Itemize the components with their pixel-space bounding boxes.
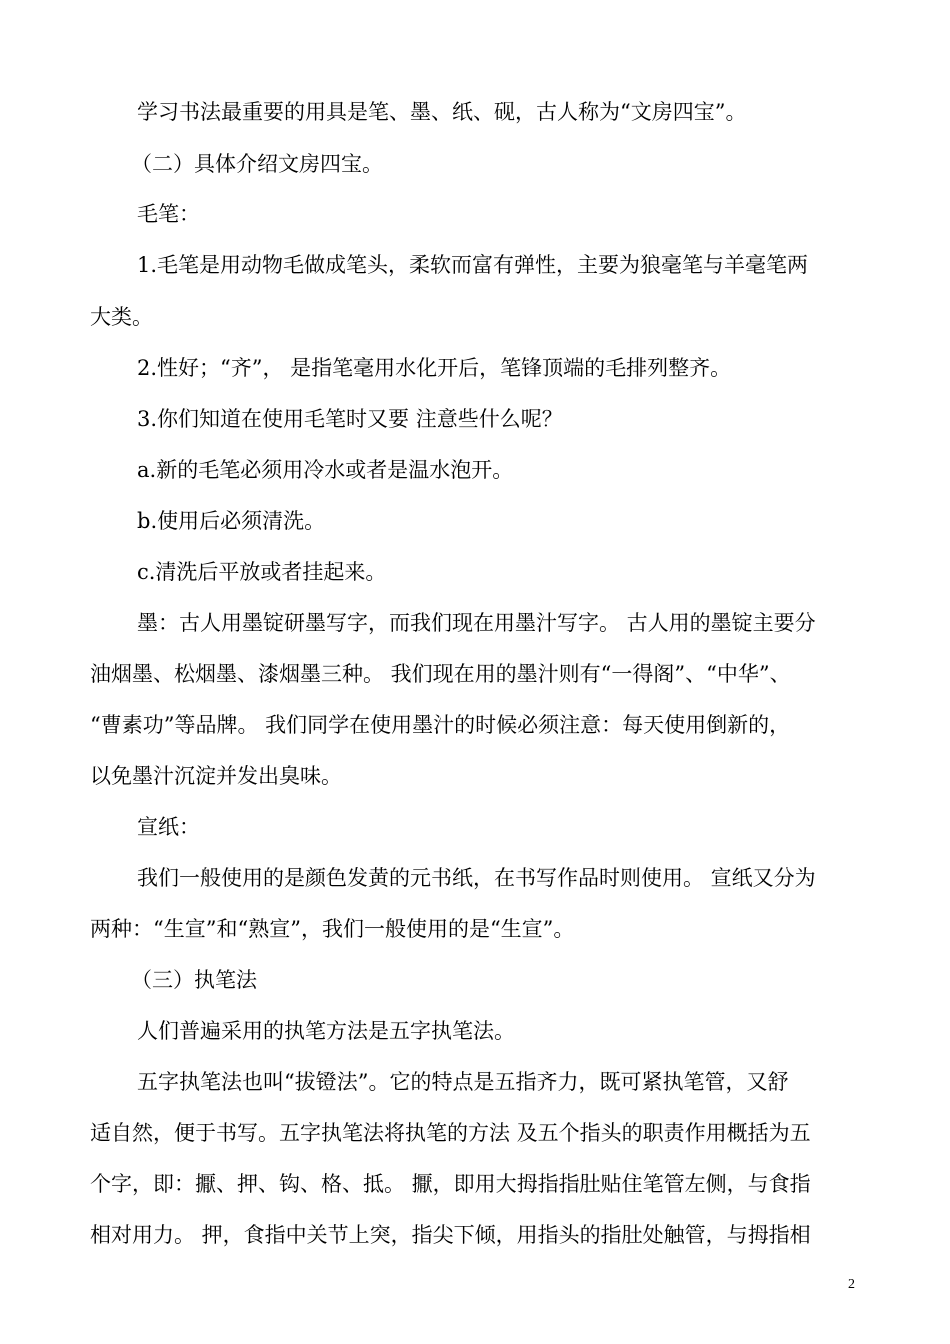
paragraph-line-11: 墨：古人用墨锭研墨写字，而我们现在用墨汁写字。 古人用的墨锭主要分 xyxy=(137,611,816,635)
paragraph-line-20: 五字执笔法也叫“拔镫法”。它的特点是五指齐力，既可紧执笔管，又舒 xyxy=(137,1070,789,1094)
paragraph-line-17: 两种：“生宣”和“熟宣”，我们一般使用的是“生宣”。 xyxy=(90,917,575,941)
paragraph-line-5: 大类。 xyxy=(90,305,153,329)
paragraph-line-9: b.使用后必须清洗。 xyxy=(137,509,326,533)
section-heading-2: （二）具体介绍文房四宝。 xyxy=(131,152,383,176)
section-heading-3: （三）执笔法 xyxy=(131,968,257,992)
paragraph-line-4: 1.毛笔是用动物毛做成笔头，柔软而富有弹性，主要为狼毫笔与羊毫笔两 xyxy=(137,253,809,277)
paragraph-line-10: c.清洗后平放或者挂起来。 xyxy=(137,560,387,584)
paragraph-line-1: 学习书法最重要的用具是笔、墨、纸、砚，古人称为“文房四宝”。 xyxy=(137,100,747,124)
paragraph-line-23: 相对用力。 押，食指中关节上突，指尖下倾，用指头的指肚处触管，与拇指相 xyxy=(90,1223,811,1247)
paragraph-line-12: 油烟墨、松烟墨、漆烟墨三种。 我们现在用的墨汁则有“一得阁”、“中华”、 xyxy=(90,662,791,686)
paragraph-line-22: 个字，即：擫、押、钩、格、抵。 擫，即用大拇指指肚贴住笔管左侧，与食指 xyxy=(90,1172,811,1196)
paragraph-line-8: a.新的毛笔必须用冷水或者是温水泡开。 xyxy=(137,458,514,482)
paragraph-line-21: 适自然，便于书写。五字执笔法将执笔的方法 及五个指头的职责作用概括为五 xyxy=(90,1121,811,1145)
paragraph-line-13: “曹素功”等品牌。 我们同学在使用墨汁的时候必须注意：每天使用倒新的， xyxy=(90,713,791,737)
page-number: 2 xyxy=(848,1277,855,1292)
paragraph-line-19: 人们普遍采用的执笔方法是五字执笔法。 xyxy=(137,1019,515,1043)
paragraph-line-7: 3.你们知道在使用毛笔时又要 注意些什么呢？ xyxy=(137,407,563,431)
subheading-paper: 宣纸： xyxy=(137,815,200,839)
paragraph-line-6: 2.性好；“齐”， 是指笔毫用水化开后，笔锋顶端的毛排列整齐。 xyxy=(137,356,732,380)
paragraph-line-14: 以免墨汁沉淀并发出臭味。 xyxy=(90,764,342,788)
subheading-brush: 毛笔： xyxy=(137,202,200,226)
paragraph-line-16: 我们一般使用的是颜色发黄的元书纸，在书写作品时则使用。 宣纸又分为 xyxy=(137,866,816,890)
